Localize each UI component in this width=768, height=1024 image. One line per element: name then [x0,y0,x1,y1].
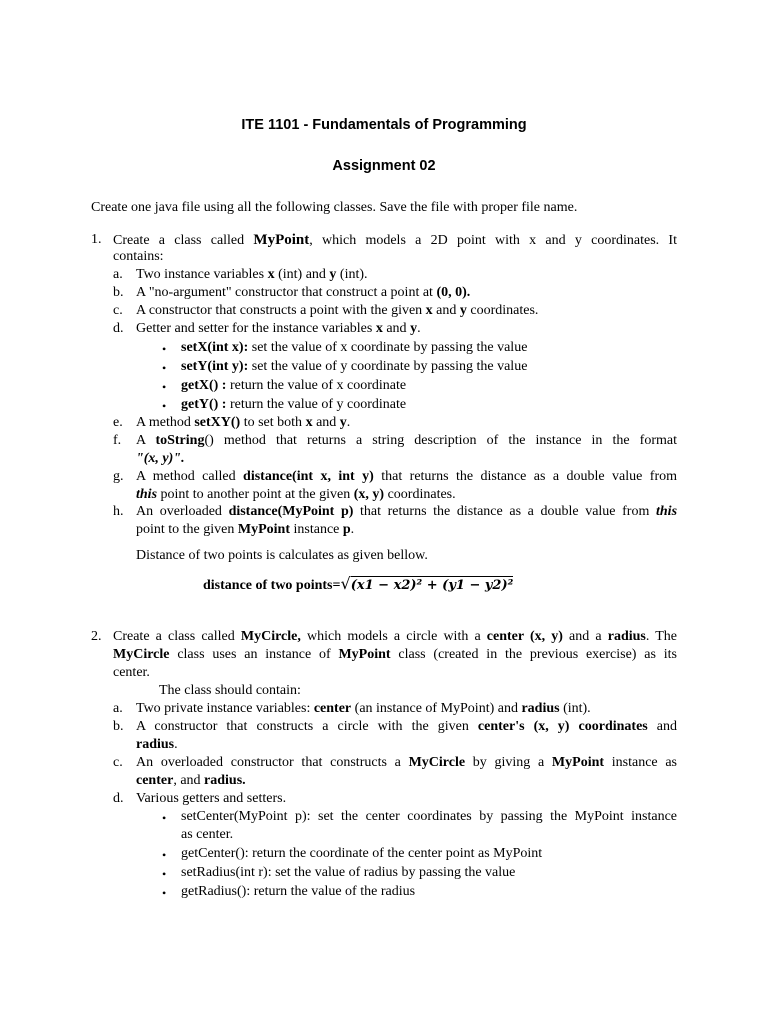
q2-class-should-contain: The class should contain: [159,683,301,698]
intro-paragraph: Create one java file using all the following classes. Save the file with proper file name. [91,200,578,215]
q1-item-a: Two instance variables x (int) and y (int). [136,267,368,282]
q2-item-b-line-2: radius. [136,737,178,752]
q1-item-h: An overloaded distance(MyPoint p) that returns the distance as a double value from this [136,504,678,519]
q1-e-marker: e. [113,415,123,430]
q2-item-c-line-2: center, and radius. [136,773,246,788]
q2-bullet-getradius: getRadius(): return the value of the radius [181,884,416,899]
distance-note: Distance of two points is calculates as given bellow. [136,548,428,563]
q1-c-marker: c. [113,303,123,318]
document-title: ITE 1101 - Fundamentals of Programming [241,117,527,133]
bullet-icon: • [162,848,167,862]
q2-bullet-setradius: setRadius(int r): set the value of radius by passing the value [181,865,516,880]
q1-b-marker: b. [113,285,124,300]
q2-c-marker: c. [113,755,123,770]
q1-item-f: A toString() method that returns a string description of the instance in the format [136,433,677,448]
q2-line-3: center. [113,665,150,680]
q1-bullet-sety: setY(int y): set the value of y coordinate by passing the value [181,359,528,374]
bullet-icon: • [162,886,167,900]
q1-line-1: Create a class called MyPoint, which models a 2D point with x and y coordinates. It [113,232,677,248]
q1-item-g-line-2: this point to another point at the given (x, y) coordinates. [136,487,456,502]
q2-b-marker: b. [113,719,124,734]
formula-label: distance of two points= [203,578,341,593]
bullet-icon: • [162,361,167,375]
q2-d-marker: d. [113,791,124,806]
q1-item-f-format: "(x, y)". [136,451,185,466]
q1-bullet-setx: setX(int x): set the value of x coordinate by passing the value [181,340,528,355]
q1-item-d: Getter and setter for the instance variables x and y. [136,321,421,336]
q1-number: 1. [91,232,102,247]
q1-f-marker: f. [113,433,122,448]
formula-expression: (x1 − x2)² + (y1 − y2)² [350,578,514,593]
q1-bullet-getx: getX() : return the value of x coordinate [181,378,407,393]
bullet-icon: • [162,380,167,394]
q2-bullet-setcenter: setCenter(MyPoint p): set the center coordinates by passing the MyPoint instance [181,809,677,824]
bullet-icon: • [162,399,167,413]
q1-a-marker: a. [113,267,123,282]
q2-number: 2. [91,629,102,644]
q2-item-c: An overloaded constructor that constructs a MyCircle by giving a MyPoint instance as [136,755,677,770]
q1-item-g: A method called distance(int x, int y) that returns the distance as a double value from [136,469,677,484]
bullet-icon: • [162,342,167,356]
bullet-icon: • [162,811,167,825]
q2-bullet-getcenter: getCenter(): return the coordinate of the center point as MyPoint [181,846,543,861]
distance-formula [203,572,513,598]
assignment-subtitle: Assignment 02 [332,158,436,174]
q1-item-b: A "no-argument" constructor that construct a point at (0, 0). [136,285,471,300]
q1-d-marker: d. [113,321,124,336]
q1-item-e: A method setXY() to set both x and y. [136,415,351,430]
q1-g-marker: g. [113,469,124,484]
q2-item-a: Two private instance variables: center (an instance of MyPoint) and radius (int). [136,701,591,716]
q1-bullet-gety: getY() : return the value of y coordinate [181,397,407,412]
sqrt-icon: √ [340,574,351,593]
q2-line-2: MyCircle class uses an instance of MyPoint class (created in the previous exercise) as its [113,647,677,662]
q2-bullet-setcenter-line-2: as center. [181,827,234,842]
q2-line-1: Create a class called MyCircle, which models a circle with a center (x, y) and a radius. The [113,629,677,644]
q1-h-marker: h. [113,504,124,519]
q1-item-c: A constructor that constructs a point with the given x and y coordinates. [136,303,539,318]
q1-item-h-line-2: point to the given MyPoint instance p. [136,522,355,537]
q2-item-b: A constructor that constructs a circle with the given center's (x, y) coordinates and [136,719,677,734]
bullet-icon: • [162,867,167,881]
q2-a-marker: a. [113,701,123,716]
q2-item-d: Various getters and setters. [136,791,287,806]
q1-line-2: contains: [113,249,164,264]
